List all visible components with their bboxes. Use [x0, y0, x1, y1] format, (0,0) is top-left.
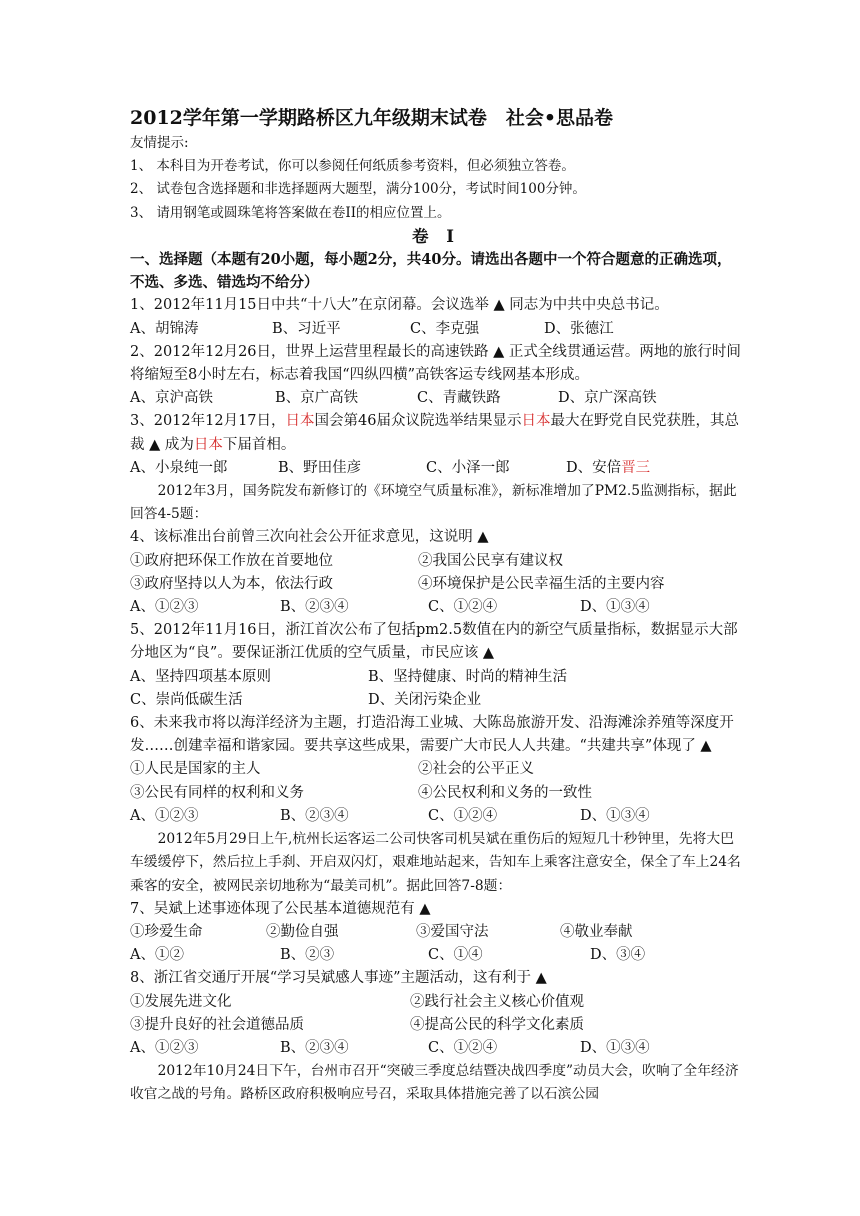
q3-option-d: [566, 457, 650, 480]
q3-stem-part: 最大在野党自民党获胜，其总裁 ▲ 成为: [130, 413, 739, 453]
q5-option-d: D、关闭污染企业: [368, 691, 482, 708]
q4-items-row2: [130, 573, 742, 596]
q8-option-b: B、②③④: [280, 1039, 349, 1056]
q8-item-1: ①发展先进文化: [130, 993, 232, 1010]
q3-stem-part: 下届首相。: [222, 436, 296, 453]
q4-item-4: ④环境保护是公民幸福生活的主要内容: [418, 575, 665, 592]
q6-item-3: ③公民有同样的权利和义务: [130, 784, 304, 801]
q7-option-a: A、①②: [130, 947, 184, 964]
q6-option-c: C、①②④: [428, 807, 498, 824]
q7-option-b: B、②③: [280, 947, 335, 964]
intro-9: 2012年10月24日下午，台州市召开“突破三季度总结暨决战四季度”动员大会，吹响了全年经济收官之战的号角。路桥区政府积极响应号召，采取具体措施完善了以石滨公园: [130, 1063, 739, 1103]
q6-option-b: B、②③④: [280, 807, 349, 824]
q5-option-b: B、坚持健康、时尚的精神生活: [368, 668, 568, 685]
q4-item-1: ①政府把环保工作放在首要地位: [130, 552, 333, 569]
q1-option-c: C、李克强: [410, 320, 480, 337]
q2-options: [130, 387, 742, 410]
q2-option-a: A、京沪高铁: [130, 390, 213, 407]
q4-option-b: B、②③④: [280, 599, 349, 616]
q7-item-2: ②勤俭自强: [266, 923, 339, 940]
hint-3: 3、 请用钢笔或圆珠笔将答案做在卷II的相应位置上。: [130, 204, 451, 221]
q8-option-a: A、①②③: [130, 1039, 199, 1056]
hint-2: 2、 试卷包含选择题和非选择题两大题型，满分100分，考试时间100分钟。: [130, 181, 586, 198]
q2-option-b: B、京广高铁: [275, 390, 359, 407]
q8-items-row2: [130, 1014, 742, 1037]
q7-item-3: ③爱国守法: [416, 923, 489, 940]
q6-option-d: D、①③④: [580, 807, 650, 824]
section1-heading: 一、选择题（本题有20小题，每小题2分，共40分。请选出各题中一个符合题意的正确选项，不选、多选、错选均不给分）: [130, 251, 732, 292]
q4-item-3: ③政府坚持以人为本，依法行政: [130, 575, 333, 592]
q7-stem: 7、吴斌上述事迹体现了公民基本道德规范有 ▲: [130, 900, 431, 917]
q4-option-d: D、①③④: [580, 599, 650, 616]
q6-item-1: ①人民是国家的主人: [130, 761, 261, 778]
q4-stem: 4、该标准出台前曾三次向社会公开征求意见，这说明 ▲: [130, 529, 489, 546]
q3-stem: [130, 410, 742, 456]
section-label: 卷 I: [412, 226, 460, 246]
q8-item-4: ④提高公民的科学文化素质: [410, 1016, 584, 1033]
q7-item-4: ④敬业奉献: [560, 923, 633, 940]
q7-item-1: ①珍爱生命: [130, 923, 203, 940]
q1-option-d: D、张德江: [544, 320, 614, 337]
q5-options-row2: [130, 689, 742, 712]
q2-option-d: D、京广深高铁: [558, 390, 657, 407]
q5-stem: 5、2012年11月16日，浙江首次公布了包括pm2.5数值在内的新空气质量指标，数据显示大部分地区为“良”。要保证浙江优质的空气质量，市民应该 ▲: [130, 622, 738, 662]
q3-highlight: 日本: [193, 436, 223, 453]
q4-item-2: ②我国公民享有建议权: [418, 552, 563, 569]
q6-option-a: A、①②③: [130, 807, 199, 824]
q3-highlight: 日本: [521, 413, 551, 430]
q4-option-a: A、①②③: [130, 599, 199, 616]
q2-stem: 2、2012年12月26日，世界上运营里程最长的高速铁路 ▲ 正式全线贯通运营。两地的旅行时间将缩短至8小时左右，标志着我国“四纵四横”高铁客运专线网基本形成。: [130, 343, 741, 384]
hint-title: 友情提示:: [130, 135, 189, 151]
q4-items-row1: [130, 550, 742, 573]
q1-option-a: A、胡锦涛: [130, 320, 199, 337]
q1-stem: 1、2012年11月15日中共“十八大”在京闭幕。会议选举 ▲ 同志为中共中央总书记。: [130, 297, 669, 314]
exam-page: [130, 104, 742, 1107]
q3-option-d-highlight: 晋三: [621, 459, 651, 476]
q3-option-d-text: D、安倍: [566, 459, 622, 476]
q1-option-b: B、习近平: [272, 320, 341, 337]
q3-option-a: A、小泉纯一郎: [130, 459, 228, 476]
q3-stem-part: 国会第46届众议院选举结果显示: [314, 413, 522, 430]
q6-item-4: ④公民权利和义务的一致性: [418, 784, 592, 801]
q6-stem: 6、未来我市将以海洋经济为主题，打造沿海工业城、大陈岛旅游开发、沿海滩涂养殖等深度开发……创建幸福和谐家园。要共享这些成果，需要广大市民人人共建。“共建共享”体现了 ▲: [130, 715, 734, 755]
q5-options-row1: [130, 666, 742, 689]
q6-items-row2: [130, 782, 742, 805]
q3-stem-part: 3、2012年12月17日，: [130, 413, 286, 430]
q7-option-d: D、③④: [590, 947, 646, 964]
hint-1: 1、 本科目为开卷考试，你可以参阅任何纸质参考资料，但必须独立答卷。: [130, 158, 575, 175]
q4-options: [130, 596, 742, 619]
q8-item-2: ②践行社会主义核心价值观: [410, 993, 584, 1010]
q8-option-c: C、①②④: [428, 1039, 498, 1056]
q8-item-3: ③提升良好的社会道德品质: [130, 1016, 304, 1033]
q3-option-b: B、野田佳彦: [278, 459, 362, 476]
q1-options: [130, 318, 742, 341]
q3-option-c: C、小泽一郎: [426, 459, 510, 476]
q7-items: [130, 921, 742, 944]
q6-options: [130, 805, 742, 828]
q8-stem: 8、浙江省交通厅开展“学习吴斌感人事迹”主题活动，这有利于 ▲: [130, 970, 547, 987]
intro-4-5: 2012年3月，国务院发布新修订的《环境空气质量标准》，新标准增加了PM2.5监测指标，据此回答4-5题：: [130, 483, 737, 523]
q3-highlight: 日本: [285, 413, 315, 430]
q5-option-c: C、崇尚低碳生活: [130, 691, 243, 708]
q7-options: [130, 944, 742, 967]
q5-option-a: A、坚持四项基本原则: [130, 668, 271, 685]
q8-option-d: D、①③④: [580, 1039, 650, 1056]
q8-items-row1: [130, 991, 742, 1014]
q6-items-row1: [130, 758, 742, 781]
page-title: 2012学年第一学期路桥区九年级期末试卷 社会•思品卷: [130, 107, 614, 129]
q8-options: [130, 1037, 742, 1060]
q2-option-c: C、青藏铁路: [417, 390, 501, 407]
q6-item-2: ②社会的公平正义: [418, 761, 534, 778]
intro-7-8: 2012年5月29日上午,杭州长运客运二公司快客司机吴斌在重伤后的短短几十秒钟里，先将大巴车缓缓停下，然后拉上手刹、开启双闪灯，艰难地站起来，告知车上乘客注意安全，保全了车上24名乘客的安全，被网民亲切地称为“最美司机”。据此回答7-8题：: [130, 831, 741, 894]
q4-option-c: C、①②④: [428, 599, 498, 616]
q3-options: [130, 457, 742, 480]
q7-option-c: C、①④: [428, 947, 483, 964]
